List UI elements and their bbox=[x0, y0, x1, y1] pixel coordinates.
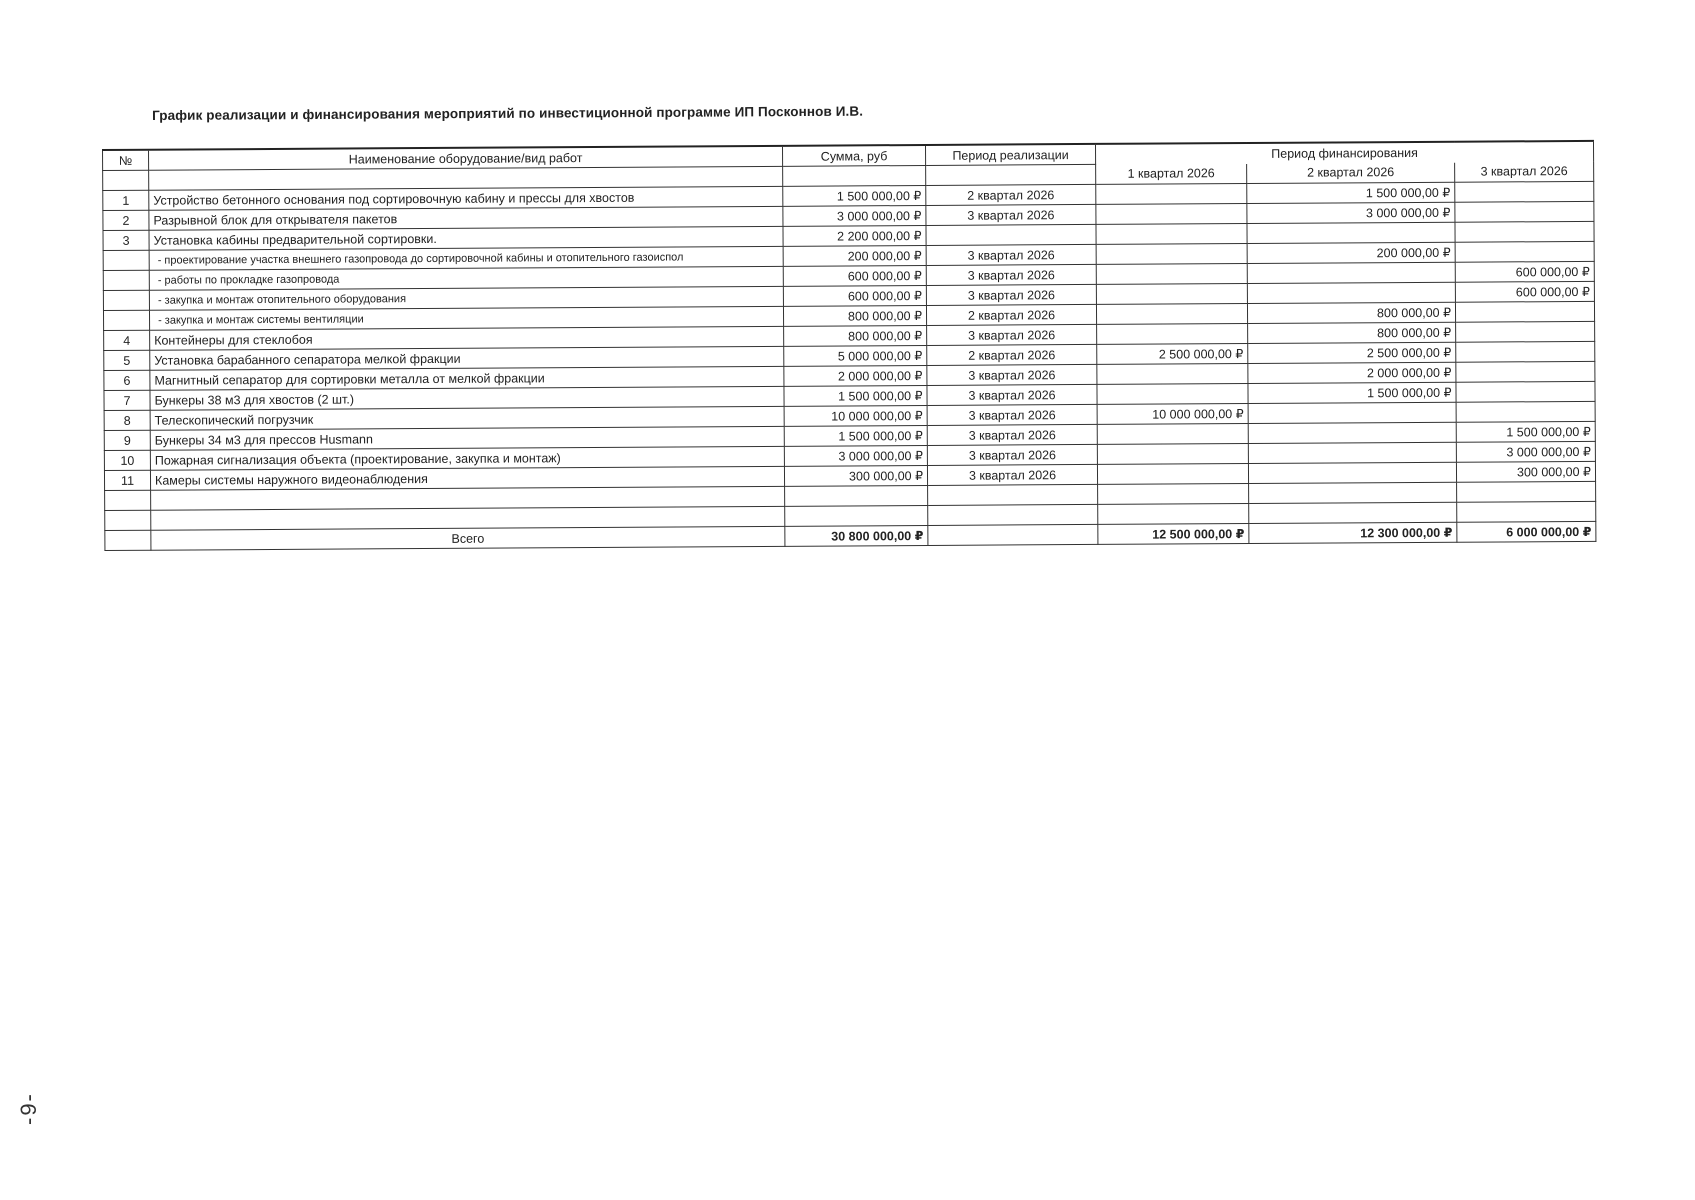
cell-period: 2 квартал 2026 bbox=[927, 344, 1097, 365]
header-financing: Период финансирования bbox=[1095, 141, 1593, 165]
cell-q2: 1 500 000,00 ₽ bbox=[1248, 382, 1456, 403]
cell-q1 bbox=[1096, 264, 1247, 285]
cell-q2 bbox=[1249, 482, 1457, 503]
cell-q3 bbox=[1457, 501, 1596, 522]
cell-sum: 1 500 000,00 ₽ bbox=[783, 185, 926, 206]
cell-q3 bbox=[1455, 181, 1594, 202]
cell-sum: 3 000 000,00 ₽ bbox=[784, 445, 927, 466]
cell-period: 3 квартал 2026 bbox=[926, 244, 1096, 265]
cell-sum: 600 000,00 ₽ bbox=[783, 265, 926, 286]
cell-q2 bbox=[1248, 462, 1456, 483]
cell-num: 1 bbox=[103, 190, 149, 210]
cell-name: Установка кабины предварительной сортировки. bbox=[149, 226, 783, 250]
cell-q2 bbox=[1247, 282, 1455, 303]
cell-sum: 5 000 000,00 ₽ bbox=[784, 345, 927, 366]
cell-sum: 2 000 000,00 ₽ bbox=[784, 365, 927, 386]
cell-q1 bbox=[1097, 364, 1248, 385]
cell-sum: 3 000 000,00 ₽ bbox=[783, 205, 926, 226]
cell-q2: 200 000,00 ₽ bbox=[1247, 242, 1455, 263]
header-blank bbox=[103, 170, 149, 190]
cell-q2: 2 500 000,00 ₽ bbox=[1248, 342, 1456, 363]
cell-q3 bbox=[1455, 301, 1594, 322]
cell-period: 3 квартал 2026 bbox=[927, 464, 1097, 485]
cell-sum: 2 200 000,00 ₽ bbox=[783, 225, 926, 246]
cell-q2 bbox=[1247, 222, 1455, 243]
cell-name: - работы по прокладке газопровода bbox=[149, 266, 783, 290]
cell-q2 bbox=[1248, 442, 1456, 463]
cell-num bbox=[105, 490, 151, 510]
cell-q3 bbox=[1456, 341, 1595, 362]
cell-period: 2 квартал 2026 bbox=[926, 304, 1096, 325]
cell-q1 bbox=[1097, 424, 1248, 445]
cell-q2: 2 000 000,00 ₽ bbox=[1248, 362, 1456, 383]
cell-sum: 300 000,00 ₽ bbox=[784, 465, 927, 486]
header-sum: Сумма, руб bbox=[782, 145, 925, 166]
cell-q1 bbox=[1096, 304, 1247, 325]
cell-q3: 1 500 000,00 ₽ bbox=[1456, 421, 1595, 442]
cell-q3: 300 000,00 ₽ bbox=[1456, 461, 1595, 482]
cell-name: Бункеры 38 м3 для хвостов (2 шт.) bbox=[150, 386, 784, 410]
cell-name: Устройство бетонного основания под сортировочную кабину и прессы для хвостов bbox=[149, 186, 783, 210]
cell-q1 bbox=[1096, 204, 1247, 225]
cell-name: Телескопический погрузчик bbox=[150, 406, 784, 430]
cell-num: 2 bbox=[103, 210, 149, 230]
cell-q1 bbox=[1096, 224, 1247, 245]
cell-q3: 600 000,00 ₽ bbox=[1455, 261, 1594, 282]
header-q3: 3 квартал 2026 bbox=[1455, 161, 1594, 182]
cell-name: Установка барабанного сепаратора мелкой фракции bbox=[150, 346, 784, 370]
cell-q1 bbox=[1096, 184, 1247, 205]
cell-q3: 3 000 000,00 ₽ bbox=[1456, 441, 1595, 462]
cell-period bbox=[926, 224, 1096, 245]
cell-name: - проектирование участка внешнего газопровода до сортировочной кабины и отопительного газоиспол bbox=[149, 246, 783, 270]
page-title: График реализации и финансирования мероприятий по инвестиционной программе ИП Посконнов И.В. bbox=[152, 103, 864, 123]
cell-num: 9 bbox=[104, 430, 150, 450]
total-q2: 12 300 000,00 ₽ bbox=[1249, 522, 1457, 543]
cell-sum: 1 500 000,00 ₽ bbox=[784, 385, 927, 406]
cell-period: 3 квартал 2026 bbox=[926, 204, 1096, 225]
cell-q3 bbox=[1456, 321, 1595, 342]
cell-sum: 800 000,00 ₽ bbox=[783, 305, 926, 326]
cell-q3 bbox=[1457, 481, 1596, 502]
cell-sum: 1 500 000,00 ₽ bbox=[784, 425, 927, 446]
total-sum: 30 800 000,00 ₽ bbox=[785, 525, 928, 546]
table-body bbox=[103, 141, 1596, 551]
cell-q2: 800 000,00 ₽ bbox=[1247, 302, 1455, 323]
cell-q1: 2 500 000,00 ₽ bbox=[1097, 344, 1248, 365]
cell-sum: 10 000 000,00 ₽ bbox=[784, 405, 927, 426]
cell-period: 3 квартал 2026 bbox=[927, 384, 1097, 405]
cell-q3 bbox=[1456, 361, 1595, 382]
cell-period: 3 квартал 2026 bbox=[927, 424, 1097, 445]
cell-q2: 800 000,00 ₽ bbox=[1248, 322, 1456, 343]
cell-num: 7 bbox=[104, 390, 150, 410]
cell-q3: 600 000,00 ₽ bbox=[1455, 281, 1594, 302]
cell-period: 3 квартал 2026 bbox=[927, 404, 1097, 425]
cell-q2 bbox=[1247, 262, 1455, 283]
cell-q1 bbox=[1096, 244, 1247, 265]
cell-q3 bbox=[1455, 201, 1594, 222]
cell-num: 3 bbox=[103, 230, 149, 250]
cell-sum: 800 000,00 ₽ bbox=[784, 325, 927, 346]
cell-period bbox=[928, 484, 1098, 505]
header-blank bbox=[783, 165, 926, 186]
cell-name: Магнитный сепаратор для сортировки металла от мелкой фракции bbox=[150, 366, 784, 390]
header-q1: 1 квартал 2026 bbox=[1096, 164, 1247, 185]
cell-q2: 1 500 000,00 ₽ bbox=[1247, 182, 1455, 203]
cell-period: 3 квартал 2026 bbox=[927, 324, 1097, 345]
cell-q1: 10 000 000,00 ₽ bbox=[1097, 404, 1248, 425]
cell-name: Бункеры 34 м3 для прессов Husmann bbox=[150, 426, 784, 450]
cell-num bbox=[105, 510, 151, 530]
cell-q1 bbox=[1097, 324, 1248, 345]
cell-period: 3 квартал 2026 bbox=[926, 264, 1096, 285]
header-num: № bbox=[103, 150, 149, 171]
page-number-mark: -9- bbox=[16, 1092, 41, 1125]
header-q2: 2 квартал 2026 bbox=[1247, 162, 1455, 183]
header-period: Период реализации bbox=[925, 144, 1095, 166]
cell-num: 6 bbox=[104, 370, 150, 390]
cell-q1 bbox=[1097, 444, 1248, 465]
cell-name: Контейнеры для стеклобоя bbox=[150, 326, 784, 350]
cell-period bbox=[928, 504, 1098, 525]
total-q1: 12 500 000,00 ₽ bbox=[1098, 524, 1249, 545]
total-blank bbox=[928, 524, 1098, 545]
cell-period: 3 квартал 2026 bbox=[927, 444, 1097, 465]
total-label: Всего bbox=[151, 526, 785, 550]
header-name: Наименование оборудование/вид работ bbox=[149, 146, 783, 170]
cell-q1 bbox=[1098, 504, 1249, 525]
cell-period: 3 квартал 2026 bbox=[927, 364, 1097, 385]
cell-name: Разрывной блок для открывателя пакетов bbox=[149, 206, 783, 230]
cell-num bbox=[103, 310, 149, 330]
cell-q1 bbox=[1098, 484, 1249, 505]
cell-sum bbox=[785, 505, 928, 526]
total-q3: 6 000 000,00 ₽ bbox=[1457, 521, 1596, 542]
cell-q1 bbox=[1097, 464, 1248, 485]
cell-num: 4 bbox=[104, 330, 150, 350]
cell-sum bbox=[785, 485, 928, 506]
cell-name: Пожарная сигнализация объекта (проектирование, закупка и монтаж) bbox=[150, 446, 784, 470]
cell-sum: 600 000,00 ₽ bbox=[783, 285, 926, 306]
total-blank bbox=[105, 530, 151, 550]
cell-name: - закупка и монтаж отопительного оборудования bbox=[149, 286, 783, 310]
cell-num: 10 bbox=[104, 450, 150, 470]
cell-num bbox=[103, 290, 149, 310]
cell-period: 3 квартал 2026 bbox=[926, 284, 1096, 305]
cell-num bbox=[103, 270, 149, 290]
cell-q2 bbox=[1249, 502, 1457, 523]
cell-q3 bbox=[1455, 241, 1594, 262]
cell-period: 2 квартал 2026 bbox=[926, 184, 1096, 205]
cell-name: - закупка и монтаж системы вентиляции bbox=[149, 306, 783, 330]
cell-q3 bbox=[1456, 381, 1595, 402]
cell-q2 bbox=[1248, 422, 1456, 443]
cell-num: 11 bbox=[104, 470, 150, 490]
header-blank bbox=[926, 164, 1096, 185]
investment-table-container bbox=[102, 140, 1596, 551]
cell-name: Камеры системы наружного видеонаблюдения bbox=[150, 466, 784, 490]
investment-schedule-table bbox=[102, 140, 1596, 551]
cell-num: 8 bbox=[104, 410, 150, 430]
cell-q3 bbox=[1456, 401, 1595, 422]
cell-num bbox=[103, 250, 149, 270]
cell-q2: 3 000 000,00 ₽ bbox=[1247, 202, 1455, 223]
cell-num: 5 bbox=[104, 350, 150, 370]
cell-q3 bbox=[1455, 221, 1594, 242]
cell-q1 bbox=[1096, 284, 1247, 305]
cell-q2 bbox=[1248, 402, 1456, 423]
cell-q1 bbox=[1097, 384, 1248, 405]
cell-sum: 200 000,00 ₽ bbox=[783, 245, 926, 266]
